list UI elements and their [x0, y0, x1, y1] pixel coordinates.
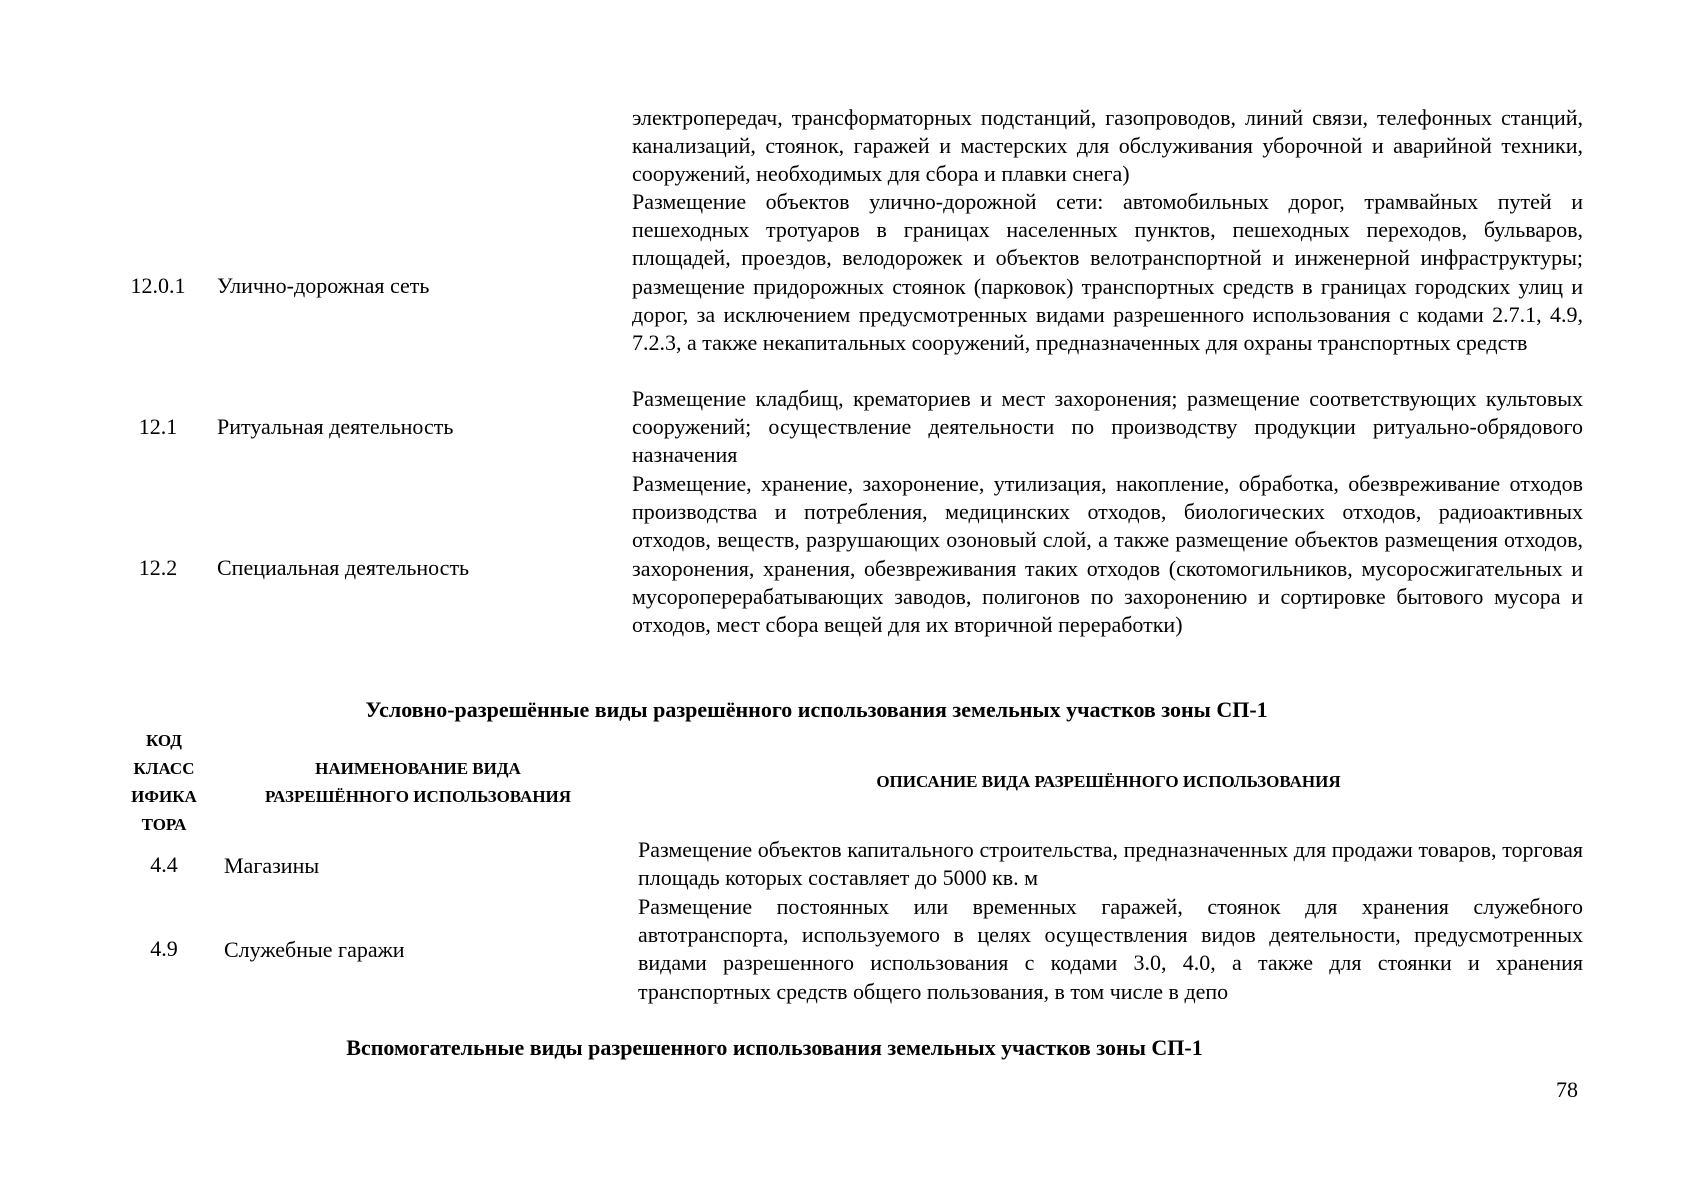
- table-row-description: Размещение кладбищ, крематориев и мест захоронения; размещение соответствующих культовых сооружений; осуществление деятельности по производству продукции ритуально-обрядового назначения: [632, 386, 1583, 468]
- table-row-name: Магазины: [224, 853, 320, 878]
- header-name-line: РАЗРЕШЁННОГО ИСПОЛЬЗОВАНИЯ: [264, 787, 572, 806]
- section-title-auxiliary: Вспомогательные виды разрешенного использования земельных участков зоны СП-1: [346, 1035, 1203, 1060]
- table-row-description: Размещение постоянных или временных гаражей, стоянок для хранения служебного автотранспорта, используемого в целях осуществления видов деятельности, предусмотренных видами разрешенного использования с кодами 3.0, 4.0, а также для стоянки и хранения транспортных средств общего пользования, в том числе в депо: [638, 894, 1583, 1004]
- table-row-code: 12.2: [138, 555, 178, 580]
- table-row-description: электропередач, трансформаторных подстанций, газопроводов, линий связи, телефонных станций, канализаций, стоянок, гаражей и мастерских для обслуживания уборочной и аварийной техники, сооружений, необходимых для сбора и плавки снега): [632, 105, 1583, 187]
- table-row-name: Ритуальная деятельность: [217, 414, 454, 439]
- table-row-name: Улично-дорожная сеть: [217, 273, 430, 298]
- table-row-code: 12.1: [138, 414, 178, 439]
- table-row-name: Специальная деятельность: [217, 555, 470, 580]
- table-row-code: 4.4: [150, 852, 178, 877]
- header-code-line: ИФИКА: [131, 787, 197, 806]
- header-code-line: ТОРА: [141, 815, 187, 834]
- page-number: 78: [1556, 1077, 1578, 1102]
- header-code: [118, 727, 210, 839]
- header-name-line: НАИМЕНОВАНИЕ ВИДА: [315, 759, 521, 778]
- table-row-code: 4.9: [150, 936, 178, 961]
- header-code-line: КЛАСС: [133, 759, 195, 778]
- table-row-description: Размещение, хранение, захоронение, утилизация, накопление, обработка, обезвреживание отходов производства и потребления, медицинских отходов, биологических отходов, радиоактивных отходов, веществ, разрушающих озоновый слой, а также размещение объектов размещения отходов, захоронения, хранения, обезвреживания таких отходов (скотомогильников, мусоросжигательных и мусороперерабатывающих заводов, полигонов по захоронению и сортировке бытового мусора и отходов, мест сбора вещей для их вторичной переработки): [632, 471, 1583, 638]
- table-row-description: Размещение объектов улично-дорожной сети: автомобильных дорог, трамвайных путей и пешеходных тротуаров в границах населенных пунктов, пешеходных переходов, бульваров, площадей, проездов, велодорожек и объектов велотранспортной и инженерной инфраструктуры; размещение придорожных стоянок (парковок) транспортных средств в границах городских улиц и дорог, за исключением предусмотренных видами разрешенного использования с кодами 2.7.1, 4.9, 7.2.3, а также некапитальных сооружений, предназначенных для охраны транспортных средств: [632, 189, 1583, 356]
- table-row-code: 12.0.1: [130, 273, 186, 298]
- section-title-conditional: Условно-разрешённые виды разрешённого использования земельных участков зоны СП-1: [365, 697, 1268, 722]
- table-row-name: Служебные гаражи: [224, 937, 405, 962]
- header-description: ОПИСАНИЕ ВИДА РАЗРЕШЁННОГО ИСПОЛЬЗОВАНИЯ: [876, 772, 1341, 791]
- header-name: [232, 755, 604, 811]
- header-code-line: КОД: [146, 731, 182, 750]
- table-row-description: Размещение объектов капитального строительства, предназначенных для продажи товаров, торговая площадь которых составляет до 5000 кв. м: [638, 837, 1583, 891]
